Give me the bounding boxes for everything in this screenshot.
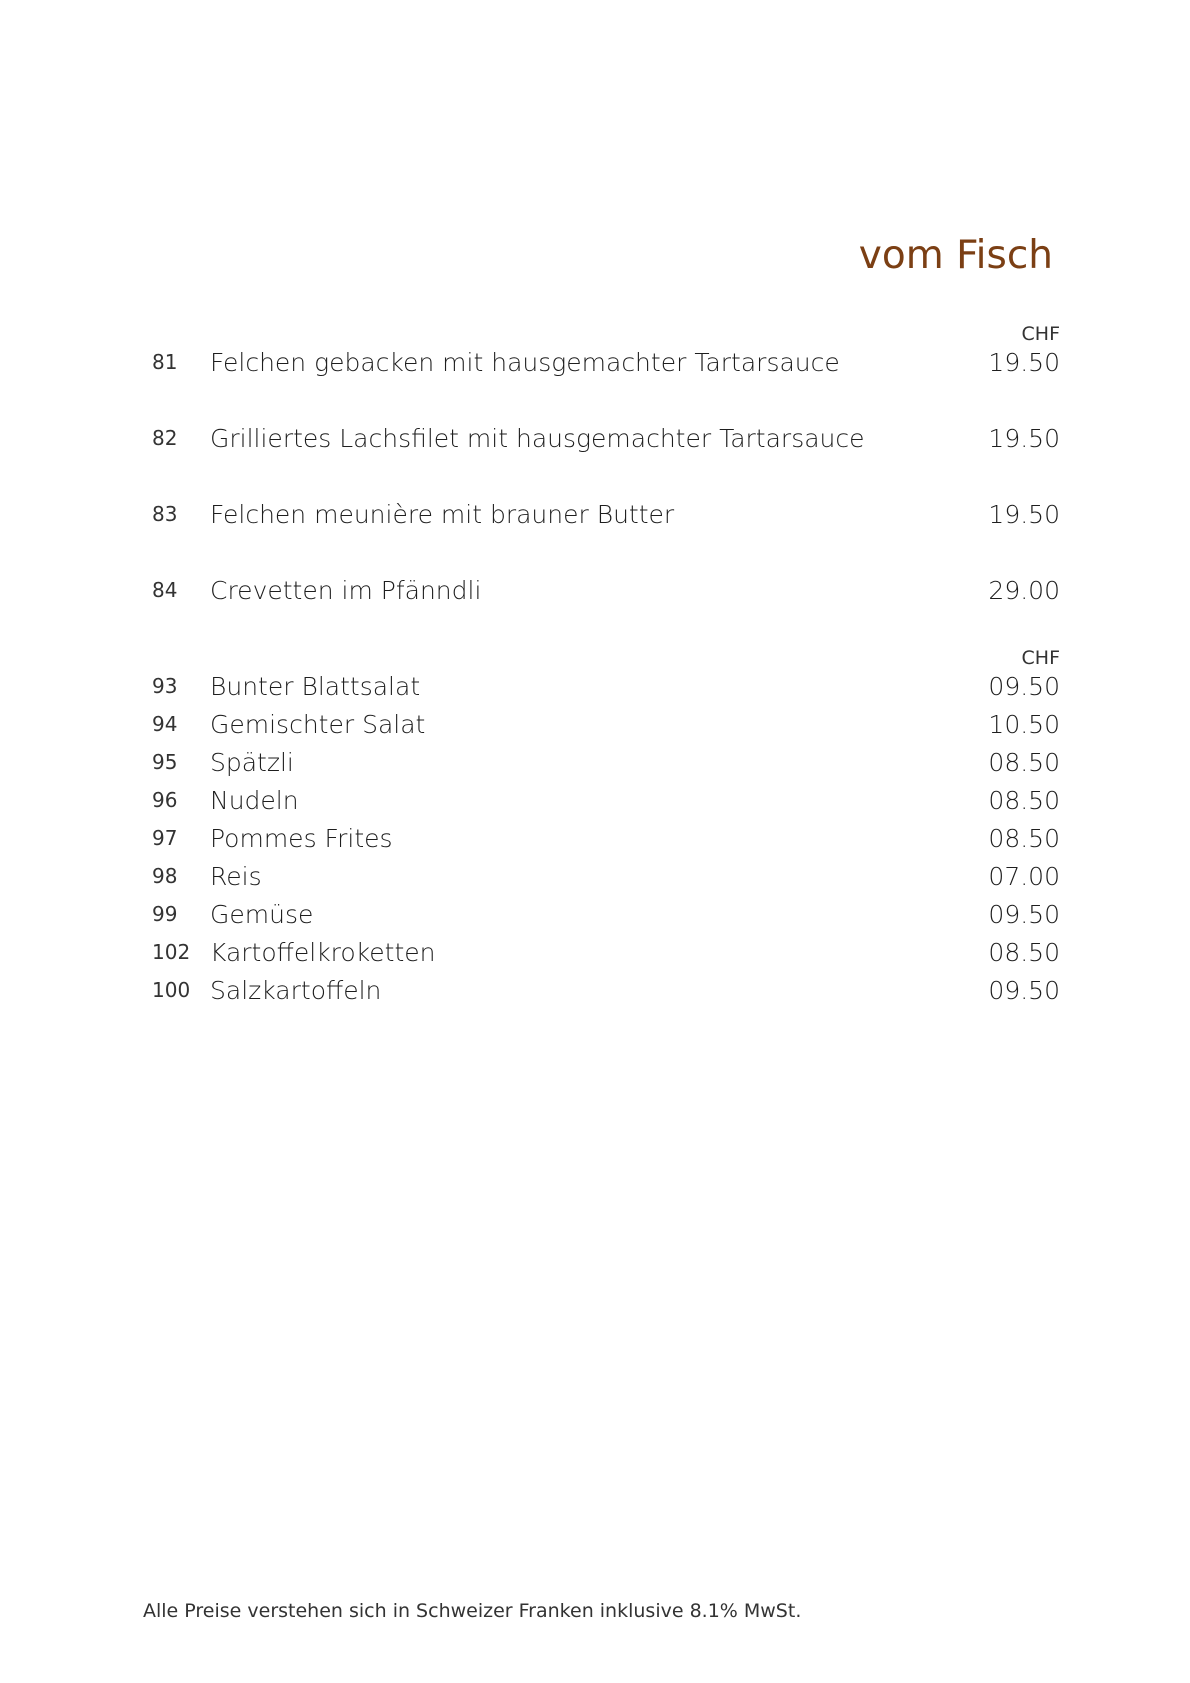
item-price: 08.50 <box>988 824 1060 853</box>
item-number: 82 <box>152 426 178 450</box>
item-number: 83 <box>152 502 178 526</box>
item-price: 10.50 <box>988 710 1060 739</box>
item-price: 19.50 <box>988 500 1060 529</box>
menu-item <box>152 936 1060 974</box>
menu-item <box>152 746 1060 784</box>
menu-item <box>152 708 1060 746</box>
item-price: 08.50 <box>988 786 1060 815</box>
menu-item <box>152 784 1060 822</box>
item-name: Grilliertes Lachsfilet mit hausgemachter Tartarsauce <box>210 424 865 453</box>
menu-item <box>152 498 1060 574</box>
item-number: 99 <box>152 902 178 926</box>
item-number: 100 <box>152 978 191 1002</box>
item-name: Spätzli <box>210 748 294 777</box>
item-price: 09.50 <box>988 672 1060 701</box>
menu-item <box>152 974 1060 1012</box>
menu-item <box>152 346 1060 422</box>
item-name: Crevetten im Pfänndli <box>210 576 482 605</box>
item-price: 07.00 <box>988 862 1060 891</box>
item-name: Kartoffelkroketten <box>210 938 436 967</box>
item-name: Reis <box>210 862 262 891</box>
item-price: 08.50 <box>988 938 1060 967</box>
menu-item <box>152 898 1060 936</box>
item-name: Bunter Blattsalat <box>210 672 421 701</box>
price-disclaimer: Alle Preise verstehen sich in Schweizer Franken inklusive 8.1% MwSt. <box>143 1600 802 1622</box>
menu-item <box>152 670 1060 708</box>
currency-label: CHF <box>1021 647 1060 669</box>
item-price: 08.50 <box>988 748 1060 777</box>
side-dishes-section <box>152 646 1060 1012</box>
fish-menu-section <box>152 322 1060 650</box>
page-title: vom Fisch <box>858 233 1053 279</box>
item-name: Nudeln <box>210 786 299 815</box>
item-price: 29.00 <box>988 576 1060 605</box>
menu-item <box>152 574 1060 650</box>
item-name: Gemüse <box>210 900 314 929</box>
item-name: Gemischter Salat <box>210 710 426 739</box>
item-number: 98 <box>152 864 178 888</box>
item-number: 97 <box>152 826 178 850</box>
menu-item <box>152 422 1060 498</box>
currency-label: CHF <box>1021 323 1060 345</box>
item-name: Salzkartoffeln <box>210 976 382 1005</box>
item-price: 09.50 <box>988 900 1060 929</box>
item-number: 96 <box>152 788 178 812</box>
item-price: 19.50 <box>988 424 1060 453</box>
item-name: Felchen meunière mit brauner Butter <box>210 500 675 529</box>
item-number: 81 <box>152 350 178 374</box>
item-number: 93 <box>152 674 178 698</box>
item-number: 84 <box>152 578 178 602</box>
menu-item <box>152 860 1060 898</box>
item-price: 09.50 <box>988 976 1060 1005</box>
item-number: 102 <box>152 940 191 964</box>
item-name: Felchen gebacken mit hausgemachter Tartarsauce <box>210 348 840 377</box>
item-price: 19.50 <box>988 348 1060 377</box>
menu-item <box>152 822 1060 860</box>
item-number: 95 <box>152 750 178 774</box>
item-number: 94 <box>152 712 178 736</box>
item-name: Pommes Frites <box>210 824 393 853</box>
